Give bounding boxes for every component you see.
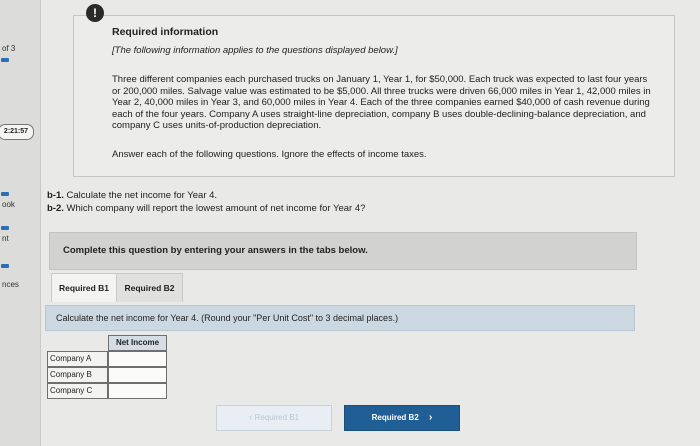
tab-instruction: Calculate the net income for Year 4. (Round your "Per Unit Cost" to 3 decimal places.) (56, 313, 399, 323)
column-header-net-income: Net Income (108, 335, 167, 351)
sidebar-item-marker (1, 192, 9, 196)
info-instruction: Answer each of the following questions. Ignore the effects of income taxes. (112, 149, 427, 160)
current-page-marker (1, 58, 9, 62)
tab-instruction-panel (45, 305, 635, 331)
question-area (41, 0, 700, 446)
question-number: b-2. (47, 203, 64, 214)
page-indicator: of 3 (2, 44, 16, 53)
row-label-company-c: Company C (47, 383, 108, 399)
required-information-box (73, 6, 675, 177)
question-text: Which company will report the lowest amount of net income for Year 4? (66, 203, 366, 214)
tab-required-b1[interactable]: Required B1 (51, 273, 117, 302)
net-income-input-company-a[interactable] (108, 351, 167, 367)
question-text: Calculate the net income for Year 4. (66, 190, 218, 201)
sidebar-item-ebook[interactable]: ook (2, 200, 15, 209)
question-b1 (47, 190, 217, 201)
next-tab-label: Required B2 (371, 413, 419, 422)
question-b2 (47, 203, 365, 214)
chevron-right-icon: › (429, 412, 433, 423)
timer-badge: 2:21:57 (0, 124, 34, 140)
alert-icon: ! (86, 4, 104, 22)
instruction-banner (49, 232, 637, 270)
previous-tab-button[interactable] (216, 405, 332, 431)
net-income-input-company-b[interactable] (108, 367, 167, 383)
sidebar-item-marker (1, 226, 9, 230)
net-income-input-company-c[interactable] (108, 383, 167, 399)
left-sidebar (0, 0, 41, 446)
banner-text: Complete this question by entering your answers in the tabs below. (63, 245, 368, 256)
sidebar-item-references[interactable]: nces (2, 280, 19, 289)
sidebar-item-print[interactable]: nt (2, 234, 9, 243)
chevron-left-icon: ‹ (248, 412, 253, 423)
sidebar-item-marker (1, 264, 9, 268)
next-tab-button[interactable] (344, 405, 460, 431)
info-note: [The following information applies to the questions displayed below.] (112, 45, 398, 56)
question-number: b-1. (47, 190, 64, 201)
info-title: Required information (112, 26, 219, 38)
previous-tab-label: Required B1 (254, 413, 300, 422)
info-body: Three different companies each purchased trucks on January 1, Year 1, for $50,000. Each truck was expected to last four years or 200,000 miles. Salvage value was estimated to be $5,000. All three trucks were driven 66,000 miles in Year 1, 42,000 miles in Year 2, 40,000 miles in Year 3, and 60,000 miles in Year 4. Each of the three companies earned $40,000 of cash revenue during each of the four years. Company A uses straight-line depreciation, company B uses double-declining-balance depreciation, and company C uses units-of-production depreciation. (112, 74, 651, 131)
row-label-company-b: Company B (47, 367, 108, 383)
tab-required-b2[interactable]: Required B2 (116, 273, 183, 302)
row-label-company-a: Company A (47, 351, 108, 367)
